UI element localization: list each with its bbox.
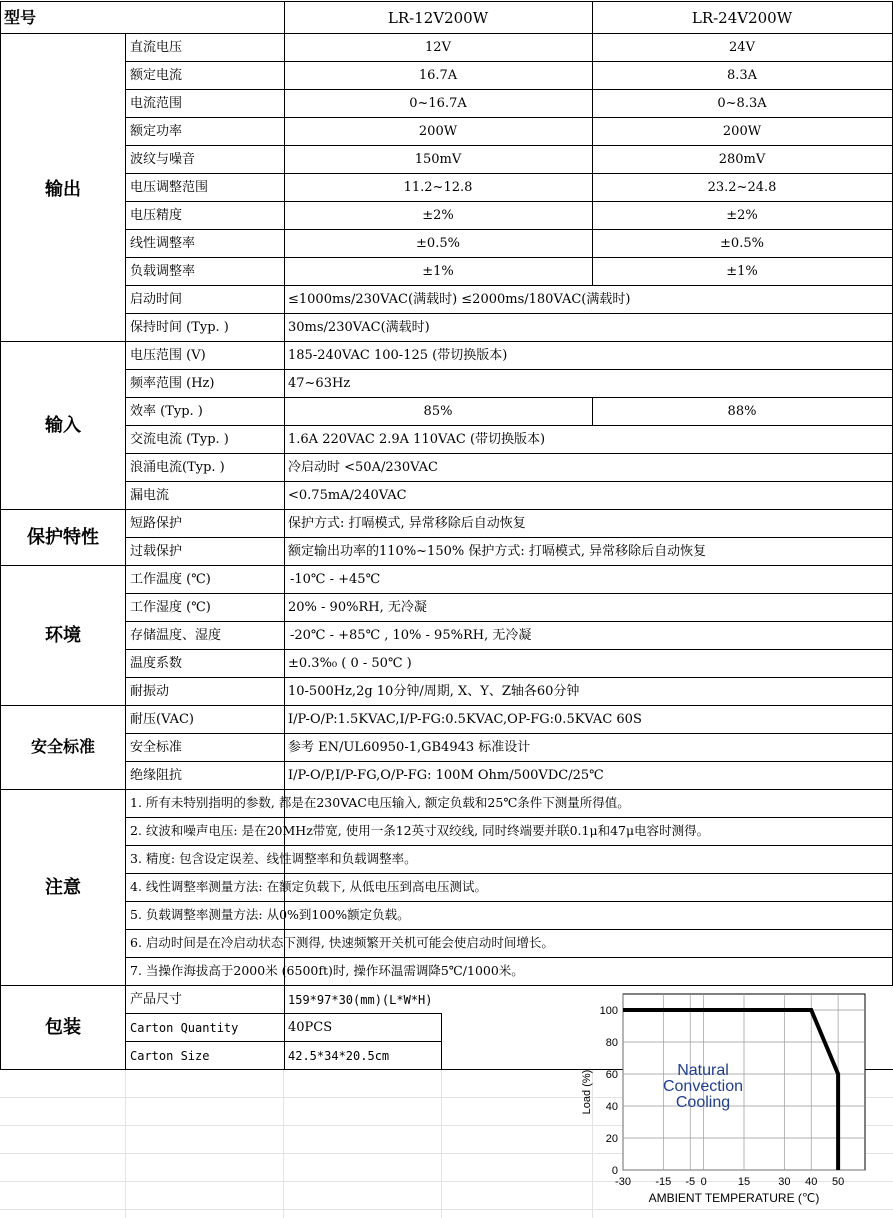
cell-value: 30ms/230VAC(满载时) — [288, 320, 430, 335]
cell-value: 16.7A — [418, 68, 458, 83]
row-label: 工作温度 (℃) — [130, 572, 211, 587]
row-label: 工作湿度 (℃) — [130, 600, 211, 615]
border-h — [125, 845, 893, 846]
cell-value: 冷启动时 <50A/230VAC — [288, 460, 438, 475]
model-a-header: LR-12V200W — [387, 9, 489, 27]
y-tick-label: 40 — [605, 1101, 618, 1113]
cell-value: 24V — [729, 40, 755, 55]
cell-value: ±0.5% — [416, 236, 460, 251]
border-h — [125, 33, 893, 34]
cell-value: 150mV — [414, 152, 462, 167]
row-label: 保持时间 (Typ. ) — [130, 320, 229, 335]
cell-value: I/P-O/P,I/P-FG,O/P-FG: 100M Ohm/500VDC/25℃ — [288, 768, 604, 783]
row-label: 电流范围 — [130, 96, 183, 111]
border-h — [125, 257, 893, 258]
border-h — [125, 61, 893, 62]
row-label: 漏电流 — [130, 488, 170, 503]
cell-value: 280mV — [718, 152, 766, 167]
border-v — [441, 1013, 442, 1069]
cell-value: 88% — [727, 404, 757, 419]
cell-value: <0.75mA/240VAC — [288, 488, 407, 503]
row-label: 负载调整率 — [130, 264, 196, 279]
row-label: 额定电流 — [130, 68, 183, 83]
cell-value: -20℃ - +85℃ , 10% - 95%RH, 无冷凝 — [290, 628, 532, 643]
cell-value: ±0.3%₀ ( 0 - 50℃ ) — [288, 656, 412, 671]
row-label: 效率 (Typ. ) — [130, 404, 203, 419]
x-tick-label: 40 — [805, 1176, 818, 1188]
note-item: 3. 精度: 包含设定误差、线性调整率和负载调整率。 — [130, 851, 417, 866]
border-h — [125, 537, 893, 538]
row-label: 线性调整率 — [130, 236, 196, 251]
section-packaging: 包装 — [45, 1017, 81, 1038]
border-h — [125, 733, 893, 734]
border-v — [125, 33, 126, 1069]
cell-value: ±2% — [422, 208, 454, 223]
row-label: 耐振动 — [130, 684, 170, 699]
y-tick-label: 0 — [611, 1165, 618, 1177]
x-tick-label: 15 — [737, 1176, 751, 1188]
cell-value: 185-240VAC 100-125 (带切换版本) — [288, 348, 508, 363]
border-h — [125, 453, 893, 454]
row-label: 耐压(VAC) — [130, 712, 194, 727]
border-h — [125, 201, 893, 202]
border-h — [125, 649, 893, 650]
section-output: 输出 — [45, 179, 81, 200]
cell-value: ±2% — [726, 208, 758, 223]
chart-annotation: Natural — [677, 1062, 729, 1079]
border-h — [125, 285, 893, 286]
border-h — [0, 705, 893, 706]
border-h — [125, 397, 893, 398]
border-h — [125, 957, 893, 958]
sheet-gridline — [441, 1070, 442, 1218]
section-safety: 安全标准 — [30, 737, 96, 756]
y-axis-label: Load (%) — [581, 1069, 593, 1115]
cell-value: 1.6A 220VAC 2.9A 110VAC (带切换版本) — [288, 432, 546, 447]
row-label: 短路保护 — [130, 516, 183, 531]
y-tick-label: 100 — [599, 1005, 618, 1017]
note-item: 6. 启动时间是在冷启动状态下测得, 快速频繁开关机可能会使启动时间增长。 — [130, 935, 554, 950]
row-label: 产品尺寸 — [130, 992, 183, 1007]
section-protection: 保护特性 — [27, 527, 99, 548]
border-h — [0, 789, 893, 790]
x-tick-label: -15 — [655, 1176, 672, 1188]
row-label: 存储温度、湿度 — [130, 628, 222, 643]
cell-value: ±1% — [726, 264, 758, 279]
note-item: 2. 纹波和噪声电压: 是在20MHz带宽, 使用一条12英寸双绞线, 同时终端要并联0.1μ和47μ电容时测得。 — [130, 823, 710, 838]
row-label: 直流电压 — [130, 40, 183, 55]
row-label: 额定功率 — [130, 124, 183, 139]
row-label: Carton Size — [130, 1049, 210, 1063]
row-label: 浪涌电流(Typ. ) — [130, 460, 225, 475]
model-label: 型号 — [4, 8, 37, 27]
section-input: 输入 — [45, 415, 81, 436]
row-label: 频率范围 (Hz) — [130, 376, 215, 391]
border-h — [125, 593, 893, 594]
border-h — [0, 509, 893, 510]
row-label: 电压调整范围 — [130, 180, 209, 195]
cell-value: -10℃ - +45℃ — [290, 572, 381, 587]
cell-value: 10-500Hz,2g 10分钟/周期, X、Y、Z轴各60分钟 — [288, 684, 580, 699]
cell-value: 0~16.7A — [409, 96, 467, 111]
cell-value: 42.5*34*20.5cm — [288, 1049, 390, 1063]
row-label: 过载保护 — [130, 544, 183, 559]
border-v — [0, 1, 1, 1070]
border-h — [125, 425, 893, 426]
section-environment: 环境 — [45, 625, 81, 646]
cell-value: 参考 EN/UL60950-1,GB4943 标准设计 — [288, 740, 531, 755]
border-h — [125, 621, 893, 622]
border-h — [125, 873, 893, 874]
cell-value: 40PCS — [288, 1020, 333, 1035]
border-h — [125, 117, 893, 118]
cell-value: 11.2~12.8 — [403, 180, 473, 195]
note-item: 5. 负载调整率测量方法: 从0%到100%额定负载。 — [130, 907, 410, 922]
border-h — [125, 901, 893, 902]
border-h — [125, 481, 893, 482]
border-h — [125, 761, 893, 762]
cell-value: 159*97*30(mm)(L*W*H) — [288, 993, 433, 1007]
x-tick-label: 50 — [831, 1176, 845, 1188]
row-label: 绝缘阻抗 — [130, 768, 183, 783]
row-label: Carton Quantity — [130, 1021, 239, 1035]
note-item: 7. 当操作海拔高于2000米 (6500ft)时, 操作环温需调降5℃/1000米。 — [130, 963, 524, 978]
border-h — [125, 229, 893, 230]
border-h — [0, 565, 893, 566]
cell-value: ±0.5% — [720, 236, 764, 251]
x-axis-label: AMBIENT TEMPERATURE (℃) — [648, 1191, 820, 1205]
border-h — [125, 89, 893, 90]
y-tick-label: 60 — [605, 1069, 618, 1081]
x-tick-label: -5 — [685, 1176, 696, 1188]
cell-value: 47~63Hz — [288, 376, 351, 391]
cell-value: 23.2~24.8 — [707, 180, 777, 195]
row-label: 启动时间 — [130, 292, 183, 307]
chart-annotation: Cooling — [675, 1094, 731, 1111]
border-h — [125, 313, 893, 314]
border-h — [125, 369, 893, 370]
border-h — [125, 145, 893, 146]
derating-chart — [570, 988, 870, 1210]
border-h — [0, 1, 893, 2]
border-h — [0, 341, 893, 342]
cell-value: 200W — [722, 124, 762, 139]
cell-value: 12V — [425, 40, 451, 55]
cell-value: 20% - 90%RH, 无冷凝 — [288, 600, 427, 615]
note-item: 1. 所有未特别指明的参数, 都是在230VAC电压输入, 额定负载和25℃条件下测量所得值。 — [130, 795, 630, 810]
border-v — [592, 397, 593, 425]
row-label: 电压范围 (V) — [130, 348, 206, 363]
border-v — [592, 1, 593, 285]
cell-value: 85% — [423, 404, 453, 419]
border-h — [125, 817, 893, 818]
cell-value: 保护方式: 打嗝模式, 异常移除后自动恢复 — [288, 516, 526, 531]
row-label: 交流电流 (Typ. ) — [130, 432, 229, 447]
note-item: 4. 线性调整率测量方法: 在额定负载下, 从低电压到高电压测试。 — [130, 879, 488, 894]
cell-value: ±1% — [422, 264, 454, 279]
cell-value: 额定输出功率的110%~150% 保护方式: 打嗝模式, 异常移除后自动恢复 — [288, 544, 707, 559]
x-tick-label: -30 — [615, 1176, 631, 1188]
cell-value: 200W — [418, 124, 458, 139]
row-label: 波纹与噪音 — [130, 152, 196, 167]
model-b-header: LR-24V200W — [691, 9, 793, 27]
border-h — [125, 173, 893, 174]
row-label: 安全标准 — [130, 740, 183, 755]
border-h — [125, 677, 893, 678]
y-tick-label: 20 — [605, 1133, 618, 1145]
border-h — [0, 985, 893, 986]
row-label: 电压精度 — [130, 208, 183, 223]
border-h — [125, 929, 893, 930]
y-tick-label: 80 — [605, 1037, 618, 1049]
cell-value: 0~8.3A — [717, 96, 767, 111]
x-tick-label: 0 — [700, 1176, 707, 1188]
x-tick-label: 30 — [778, 1176, 791, 1188]
cell-value: ≤1000ms/230VAC(满载时) ≤2000ms/180VAC(满载时) — [288, 292, 631, 307]
cell-value: 8.3A — [726, 68, 758, 83]
cell-value: I/P-O/P:1.5KVAC,I/P-FG:0.5KVAC,OP-FG:0.5KVAC 60S — [288, 712, 642, 727]
chart-annotation: Convection — [662, 1078, 744, 1095]
section-notes: 注意 — [45, 877, 81, 898]
sheet-gridline — [125, 1070, 126, 1218]
row-label: 温度系数 — [130, 656, 183, 671]
sheet-gridline — [283, 1070, 284, 1218]
